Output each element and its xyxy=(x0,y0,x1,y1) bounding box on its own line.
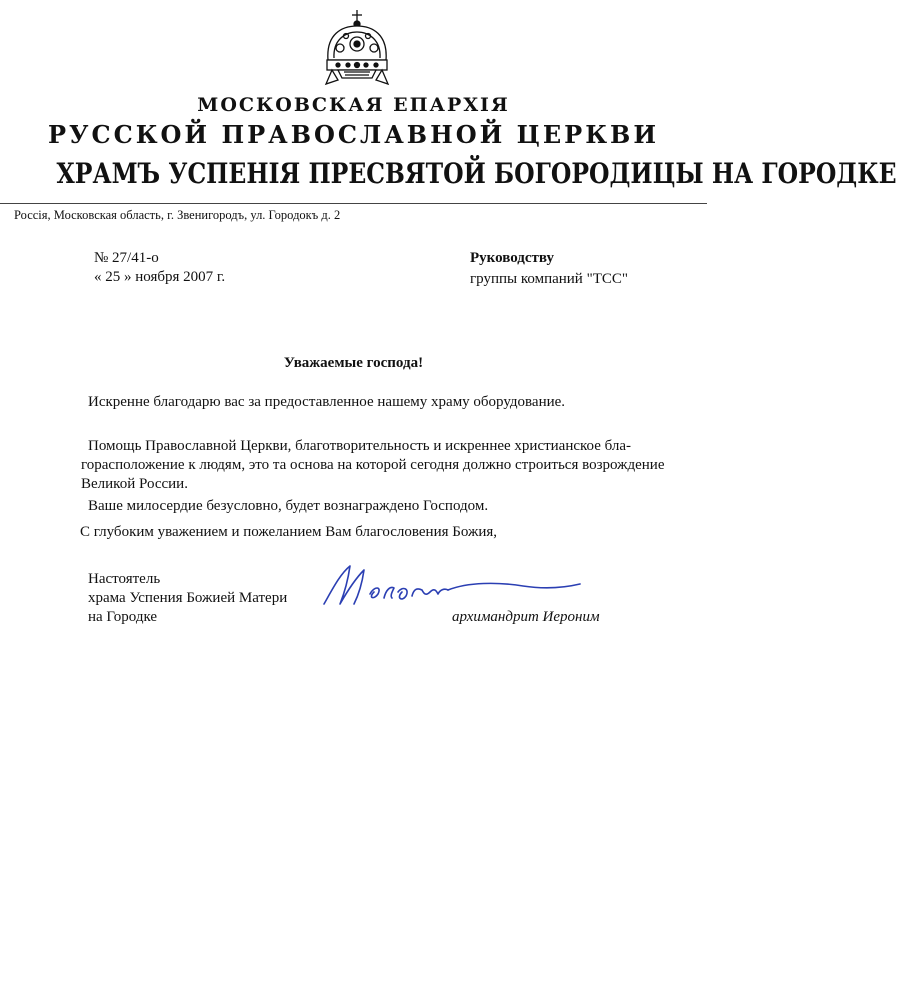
reference-date: « 25 » ноября 2007 г. xyxy=(94,269,226,285)
addressee-line-2: группы компаний "ТСС" xyxy=(470,271,629,287)
paragraph-help-line: Великой России. xyxy=(81,476,188,492)
paragraph-help-line: Помощь Православной Церкви, благотворительность и искреннее христианское бла- xyxy=(88,438,632,454)
temple-heading: ХРАМЪ УСПЕНІЯ ПРЕСВЯТОЙ БОГОРОДИЦЫ НА ГОРОДКЕ xyxy=(56,157,897,190)
paragraph-mercy: Ваше милосердие безусловно, будет вознаграждено Господом. xyxy=(88,498,489,514)
church-heading: РУССКОЙ ПРАВОСЛАВНОЙ ЦЕРКВИ xyxy=(47,120,660,149)
paragraph-gratitude: Искренне благодарю вас за предоставленное нашему храму оборудование. xyxy=(88,394,566,410)
signatory-title-line: на Городке xyxy=(88,609,158,625)
signatory-title-line: Настоятель xyxy=(88,571,161,587)
reference-number: № 27/41-о xyxy=(94,250,159,266)
signer-name: архимандрит Иероним xyxy=(452,609,600,625)
paragraph-help-line: горасположение к людям, это та основа на которой сегодня должно строиться возрождение xyxy=(81,457,665,473)
signatory-title-line: храма Успения Божией Матери xyxy=(88,590,288,606)
letterhead-address: Россія, Московская область, г. Звенигородъ, ул. Городокъ д. 2 xyxy=(14,208,341,222)
diocese-heading: МОСКОВСКАЯ ЕПАРХІЯ xyxy=(197,94,510,116)
letterhead-divider xyxy=(0,203,707,204)
mitre-crest-icon xyxy=(318,8,396,88)
addressee-line-1: Руководству xyxy=(470,250,555,266)
salutation: Уважаемые господа! xyxy=(283,355,424,371)
signatory-title xyxy=(88,570,287,627)
paragraph-help xyxy=(81,437,665,494)
paragraph-closing: С глубоким уважением и пожеланием Вам благословения Божия, xyxy=(80,524,498,540)
